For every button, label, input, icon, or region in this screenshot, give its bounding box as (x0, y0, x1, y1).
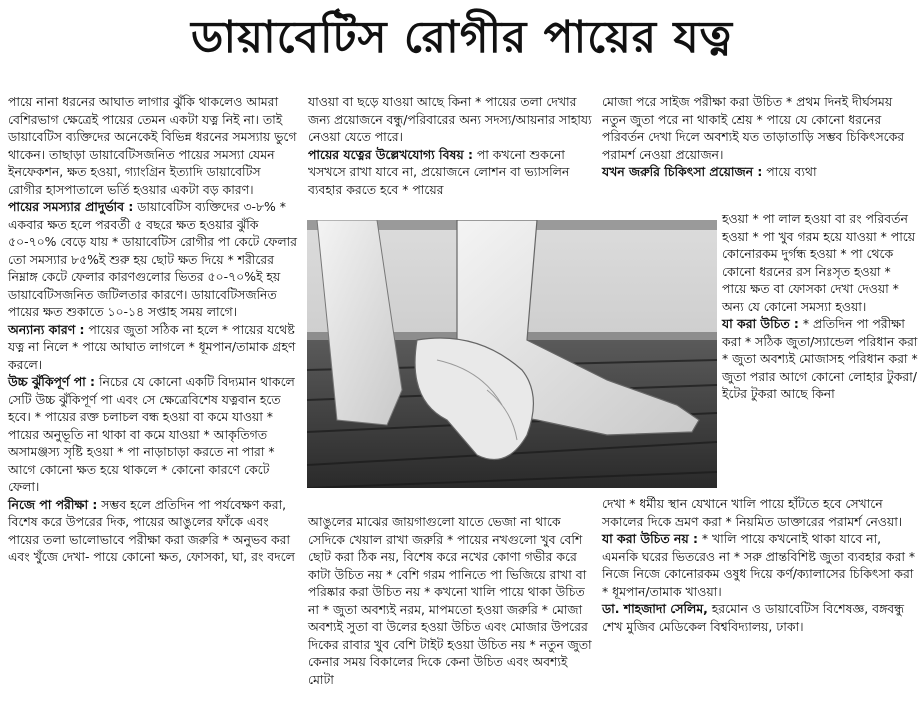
author-credit (602, 600, 918, 635)
continued-text: আঙুলের মাঝের জায়গাগুলো যাতে ভেজা না থাকে সেদিকে খেয়াল রাখা জরুরি * পায়ের নখগুলো খুব বেশি ছোট করা ঠিক নয়, বিশেষ করে নখের কোণা গভীর করে কাটা উচিত নয় * বেশি গরম পানিতে পা ভিজিয়ে রাখা বা পরিষ্কার করা উচিত নয় * কখনো খালি পায়ে থাকা উচিত না * জুতা অবশ্যই নরম, মাপমতো হওয়া জরুরি * মোজা অবশ্যই সুতা বা উলের হওয়া উচিত এবং মোজার উপরের দিকের রাবার খুব বেশি টাইট হওয়া উচিত নয় * নতুন জুতা কেনার সময় বিকালের দিকে কেনা উচিত এবং অবশ্যই মোটা (308, 514, 592, 687)
section-text: নিচের যে কোনো একটি বিদ্যমান থাকলে সেটি উচ্চ ঝুঁকিপূর্ণ পা এবং সে ক্ষেত্রেবিশেষ যত্নবান হতে হবে। * পায়ের রক্ত চলাচল বন্ধ হওয়া বা কমে যাওয়া * পায়ের অনুভূতি না থাকা বা কমে যাওয়া * আকৃতিগত অসামঞ্জস্য সৃষ্টি হওয়া * পা নাড়াচাড়া করতে না পারা * আগে কোনো ক্ষত হয়ে থাকলে * কোনো কারণে কেটে ফেলা। (8, 374, 295, 494)
section-emergency (602, 163, 918, 181)
column-3-top (602, 93, 918, 181)
foot-illustration (307, 220, 717, 488)
section-heading: যখন জরুরি চিকিৎসা প্রয়োজন : (602, 164, 763, 179)
section-text: * খালি পায়ে কখনোই থাকা যাবে না, এমনকি ঘরের ভিতরেও না * সরু প্রান্তবিশিষ্ট জুতা ব্যবহার করা * নিজে নিজে কোনোরকম ওষুধ দিয়ে কর্ণ/ক্যালাসের চিকিৎসা করা * ধূমপান/তামাক খাওয়া। (602, 531, 916, 599)
section-text: পা কখনো শুকনো খসখসে রাখা যাবে না, প্রয়োজনে লোশন বা ভ্যাসলিন ব্যবহার করতে হবে * পায়ের (308, 146, 570, 197)
section-text: পায়ের জুতা সঠিক না হলে * পায়ের যথেষ্ট যত্ন না নিলে * পায়ে আঘাত লাগলে * ধূমপান/তামাক গ্রহণ করলে। (8, 321, 296, 372)
section-other-causes (8, 321, 298, 374)
section-heading: নিজে পা পরীক্ষা : (8, 496, 98, 512)
section-text: ডায়াবেটিস ব্যক্তিদের ৩-৮% * একবার ক্ষত হলে পরবর্তী ৫ বছরে ক্ষত হওয়ার ঝুঁকি ৫০-৭০% বেড়ে যায় * ডায়াবেটিস রোগীর পা কেটে ফেলার তো সমস্যার ৮৫%ই শুরু হয় ছোট ক্ষত দিয়ে * শরীরের নিম্নাঙ্গ কেটে ফেলার কারণগুলোর ভিতর ৫০-৭০%ই হয় ডায়াবেটিসজনিত জটিলতার কারণে। ডায়াবেটিসজনিত পায়ের ক্ষত শুকাতে ১০-১৪ সপ্তাহ সময় লাগে। (8, 199, 297, 319)
section-text: সম্ভব হলে প্রতিদিন পা পর্যবেক্ষণ করা, বিশেষ করে উপরের দিক, পায়ের আঙুলের ফাঁকে এবং পায়ের তলা ভালোভাবে পরীক্ষা করা জরুরি * অনুভব করা এবং খুঁজে দেখা- পায়ে কোনো ক্ষত, ফোসকা, ঘা, রং বদলে (8, 496, 295, 564)
section-text: * প্রতিদিন পা পরীক্ষা করা * সঠিক জুতা/স্যান্ডেল পরিধান করা * জুতা অবশ্যই মোজাসহ পরিধান করা * জুতা পরার আগে কোনো লোহার টুকরা/ ইটের টুকরা আছে কিনা (722, 316, 918, 401)
author-name: ডা. শাহজাদা সেলিম, (602, 601, 708, 616)
author-description: হরমোন ও ডায়াবেটিস বিশেষজ্ঞ, বঙ্গবন্ধু শেখ মুজিব মেডিকেল বিশ্ববিদ্যালয়, ঢাকা। (602, 601, 904, 634)
section-text: পায়ে ব্যথা (762, 164, 817, 179)
section-heading: যা করা উচিত : (722, 316, 799, 331)
continued-text: মোজা পরে সাইজ পরীক্ষা করা উচিত * প্রথম দিনই দীর্ঘসময় নতুন জুতা পরে না থাকাই শ্রেয় * পায়ে যে কোনো ধরনের পরিবর্তন দেখা দিলে অবশ্যই যত তাড়াতাড়ি সম্ভব চিকিৎসকের পরামর্শ নেওয়া প্রয়োজন। (602, 94, 905, 162)
section-heading: যা করা উচিত নয় : (602, 531, 698, 546)
section-heading: পায়ের সমস্যার প্রাদুর্ভাব : (8, 199, 134, 214)
page-title: ডায়াবেটিস রোগীর পায়ের যত্ন (190, 12, 734, 63)
section-donts (602, 530, 918, 600)
section-high-risk (8, 373, 298, 496)
section-heading: অন্যান্য কারণ : (8, 321, 85, 337)
column-3-middle (722, 210, 918, 403)
section-heading: পায়ের যত্নের উল্লেখযোগ্য বিষয় : (308, 146, 473, 162)
section-foot-care (308, 146, 594, 199)
column-2-top (308, 93, 594, 198)
column-1 (8, 93, 298, 566)
section-prevalence (8, 198, 298, 321)
column-2-bottom (308, 513, 594, 688)
continued-text: যাওয়া বা ছড়ে যাওয়া আছে কিনা * পায়ের তলা দেখার জন্য প্রয়োজনে বন্ধু/পরিবারের অন্য সদস্য/আয়নার সাহায্য নেওয়া যেতে পারে। (308, 94, 592, 144)
section-self-check (8, 496, 298, 566)
section-dos (722, 315, 918, 403)
section-text: হওয়া * পা লাল হওয়া বা রং পরিবর্তন হওয়া * পা খুব গরম হয়ে যাওয়া * পায়ে কোনোরকম দুর্গন্ধ হওয়া * পা থেকে কোনো ধরনের রস নিঃসৃত হওয়া * পায়ে ক্ষত বা ফোসকা দেখা দেওয়া * অন্য যে কোনো সমস্যা হওয়া। (722, 211, 916, 314)
column-3-bottom (602, 495, 918, 635)
section-heading: উচ্চ ঝুঁকিপূর্ণ পা : (8, 374, 95, 389)
section-text: দেখা * ধর্মীয় স্থান যেখানে খালি পায়ে হাঁটতে হবে সেখানে সকালের দিকে ভ্রমণ করা * নিয়মিত ডাক্তারের পরামর্শ নেওয়া। (602, 496, 903, 529)
intro-paragraph: পায়ে নানা ধরনের আঘাত লাগার ঝুঁকি থাকলেও আমরা বেশিরভাগ ক্ষেত্রেই পায়ের তেমন একটা যত্ন নিই না। তাই ডায়াবেটিস ব্যক্তিদের অনেকেই বিভিন্ন ধরনের সমস্যায় ভুগে থাকেন। তাছাড়া ডায়াবেটিসজনিত পায়ের সমস্যা যেমন ইনফেকশন, ক্ষত হওয়া, গ্যাংগ্রিন ইত্যাদি ডায়াবেটিস রোগীর হাসপাতালে ভর্তি হওয়ার একটা বড় কারণ। (8, 94, 297, 197)
